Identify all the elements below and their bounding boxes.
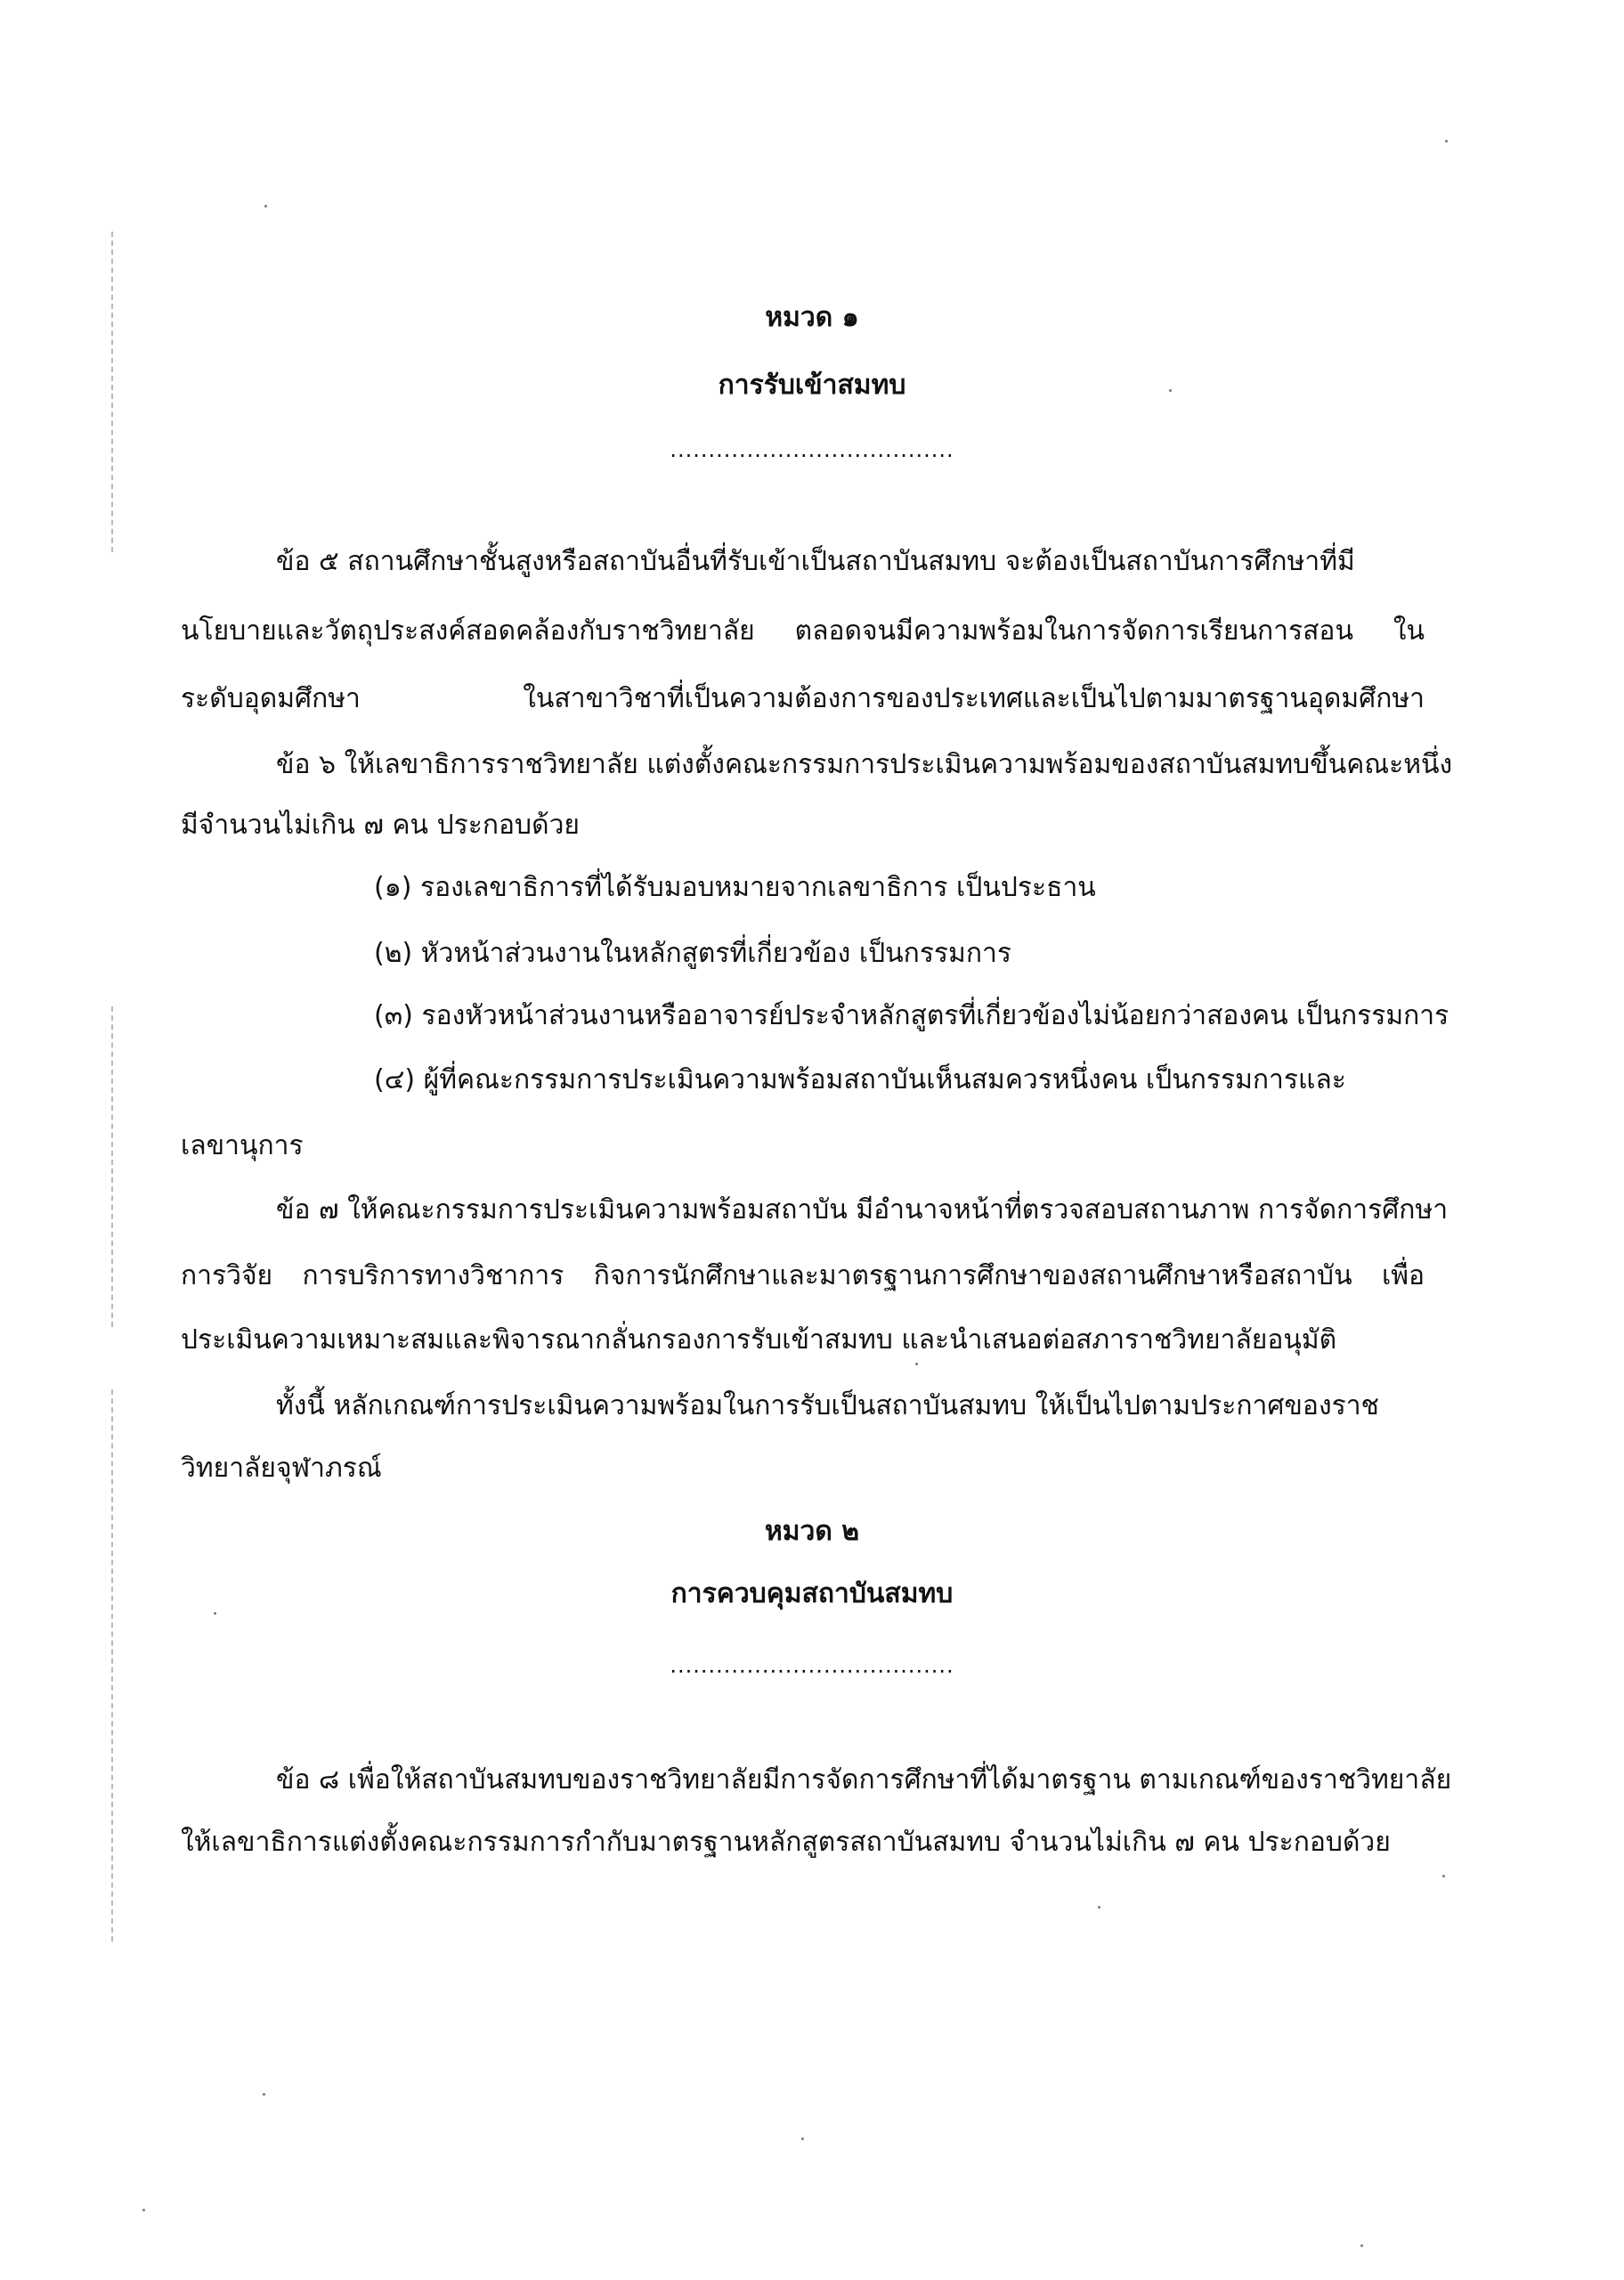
clause-6-item-1: (๑) รองเลขาธิการที่ได้รับมอบหมายจากเลขาธิการ เป็นประธาน [374, 872, 1096, 903]
clause-6-item-4: (๔) ผู้ที่คณะกรรมการประเมินความพร้อมสถาบันเห็นสมควรหนึ่งคน เป็นกรรมการและ [374, 1064, 1346, 1095]
clause-5-line-1: ข้อ ๕ สถานศึกษาชั้นสูงหรือสถาบันอื่นที่รับเข้าเป็นสถาบันสมทบ จะต้องเป็นสถาบันการศึกษาที่มี [276, 546, 1355, 577]
scan-edge-middle [111, 1006, 113, 1327]
chapter-1-title: การรับเข้าสมทบ [718, 370, 906, 401]
scan-speck [214, 1612, 216, 1615]
chapter-1-heading: หมวด ๑ [765, 302, 859, 333]
clause-6-tail: เลขานุการ [181, 1130, 304, 1161]
scan-speck [1445, 140, 1448, 142]
clause-6-line-1: ข้อ ๖ ให้เลขาธิการราชวิทยาลัย แต่งตั้งคณะกรรมการประเมินความพร้อมของสถาบันสมทบขึ้นคณะหนึ่ง [276, 749, 1453, 780]
chapter-2-title: การควบคุมสถาบันสมทบ [670, 1578, 954, 1609]
clause-6-item-2: (๒) หัวหน้าส่วนงานในหลักสูตรที่เกี่ยวข้อง เป็นกรรมการ [374, 938, 1011, 969]
chapter-2-heading: หมวด ๒ [764, 1516, 860, 1547]
chapter-1-separator: ..................................... [670, 437, 954, 462]
scan-speck [264, 205, 267, 208]
clause-5-line-2: นโยบายและวัตถุประสงค์สอดคล้องกับราชวิทยาลัย ตลอดจนมีความพร้อมในการจัดการเรียนการสอน ใน [181, 615, 1425, 647]
scan-speck [142, 2209, 145, 2211]
clause-7-note-line-1: ทั้งนี้ หลักเกณฑ์การประเมินความพร้อมในการรับเป็นสถาบันสมทบ ให้เป็นไปตามประกาศของราช [276, 1390, 1379, 1421]
clause-5-line-3: ระดับอุดมศึกษา ในสาขาวิชาที่เป็นความต้องการของประเทศและเป็นไปตามมาตรฐานอุดมศึกษา [181, 683, 1425, 714]
scan-speck [1442, 1875, 1445, 1877]
chapter-2-separator: ..................................... [670, 1653, 954, 1678]
scan-speck [263, 2093, 265, 2096]
scan-speck [1360, 2244, 1363, 2247]
scan-speck [801, 2138, 804, 2140]
scan-speck [1098, 1906, 1100, 1909]
clause-6-item-3: (๓) รองหัวหน้าส่วนงานหรืออาจารย์ประจำหลักสูตรที่เกี่ยวข้องไม่น้อยกว่าสองคน เป็นกรรมการ [374, 1000, 1449, 1031]
clause-7-line-1: ข้อ ๗ ให้คณะกรรมการประเมินความพร้อมสถาบัน มีอำนาจหน้าที่ตรวจสอบสถานภาพ การจัดการศึกษา [276, 1194, 1449, 1226]
clause-7-line-2: การวิจัย การบริการทางวิชาการ กิจการนักศึกษาและมาตรฐานการศึกษาของสถานศึกษาหรือสถาบัน เพื่อ [181, 1260, 1425, 1291]
scan-speck [915, 1363, 918, 1365]
clause-7-line-3: ประเมินความเหมาะสมและพิจารณากลั่นกรองการรับเข้าสมทบ และนำเสนอต่อสภาราชวิทยาลัยอนุมัติ [181, 1324, 1337, 1356]
clause-8-line-2: ให้เลขาธิการแต่งตั้งคณะกรรมการกำกับมาตรฐานหลักสูตรสถาบันสมทบ จำนวนไม่เกิน ๗ คน ประกอบด้วย [181, 1827, 1391, 1858]
clause-7-note-line-2: วิทยาลัยจุฬาภรณ์ [181, 1453, 382, 1484]
clause-6-line-2: มีจำนวนไม่เกิน ๗ คน ประกอบด้วย [181, 810, 580, 841]
clause-8-line-1: ข้อ ๘ เพื่อให้สถาบันสมทบของราชวิทยาลัยมีการจัดการศึกษาที่ได้มาตรฐาน ตามเกณฑ์ของราชวิทยาลัย [276, 1764, 1452, 1796]
